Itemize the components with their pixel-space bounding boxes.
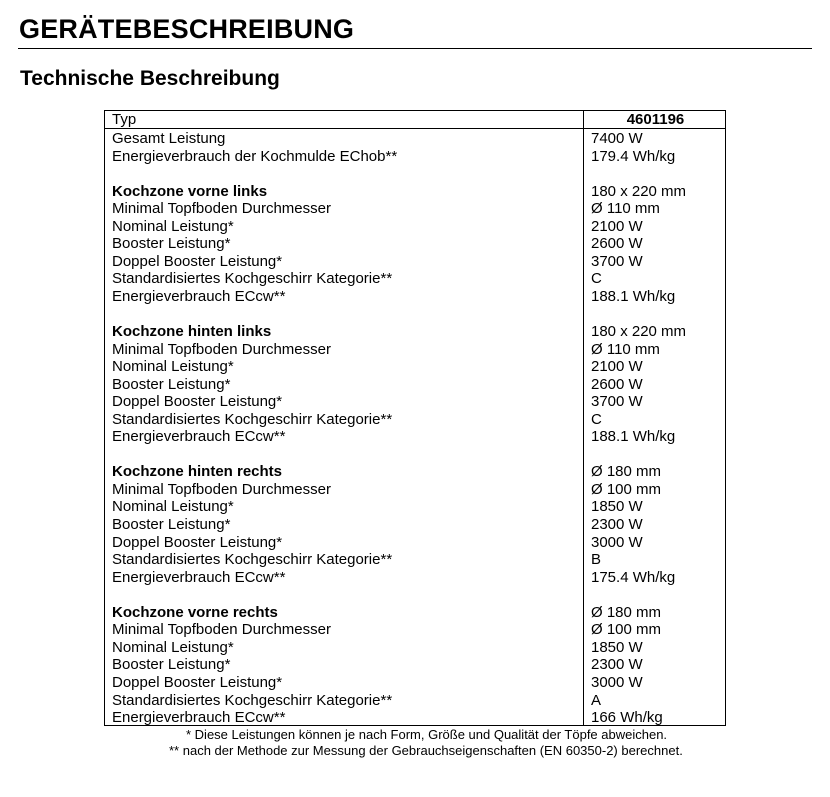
zone-row-label: Energieverbrauch ECcw** — [112, 287, 286, 305]
section-heading: Technische Beschreibung — [20, 67, 280, 90]
header-divider — [105, 128, 725, 129]
zone-row-label: Standardisiertes Kochgeschirr Kategorie** — [112, 270, 393, 288]
zone-size-value: Ø 180 mm — [591, 463, 662, 481]
general-row-label: Gesamt Leistung — [112, 130, 226, 147]
zone-heading: Kochzone hinten links — [112, 323, 272, 341]
zone-row-value: B — [591, 551, 602, 569]
zone-row-value: C — [591, 270, 602, 288]
zone-row-value: 3700 W — [591, 393, 643, 411]
zone-row-value: 2600 W — [591, 375, 643, 393]
zone-row-label: Minimal Topfboden Durchmesser — [112, 621, 331, 639]
zone-row-value: 1850 W — [591, 498, 643, 516]
zone-row-value: 2600 W — [591, 235, 643, 253]
zone-row-label: Doppel Booster Leistung* — [112, 533, 283, 551]
zone-row-value: 1850 W — [591, 638, 643, 656]
zone-row-value: Ø 100 mm — [591, 480, 662, 498]
zone-row-value: 3000 W — [591, 533, 643, 551]
zone-row-label: Booster Leistung* — [112, 656, 231, 674]
zone-row-label: Energieverbrauch ECcw** — [112, 428, 286, 446]
zone-row-value: C — [591, 410, 602, 428]
zone-row-label: Minimal Topfboden Durchmesser — [112, 200, 331, 218]
zone-row-label: Energieverbrauch ECcw** — [112, 709, 286, 727]
zone-row-label: Nominal Leistung* — [112, 358, 234, 376]
zone-row-value: 2100 W — [591, 358, 643, 376]
zone-row-value: A — [591, 691, 602, 709]
zone-row-label: Doppel Booster Leistung* — [112, 393, 283, 411]
footnote-double-star: ** nach der Methode zur Messung der Gebrauchseigenschaften (EN 60350-2) berechnet. — [169, 743, 683, 758]
zone-heading: Kochzone vorne links — [112, 182, 268, 200]
zone-row-label: Booster Leistung* — [112, 235, 231, 253]
label-column — [112, 130, 580, 727]
zone-row-value: 188.1 Wh/kg — [591, 428, 676, 446]
zone-size-value: 180 x 220 mm — [591, 182, 687, 200]
column-divider — [583, 111, 584, 725]
title-underline — [18, 48, 812, 49]
zone-row-value: 166 Wh/kg — [591, 709, 663, 727]
value-column — [591, 130, 721, 727]
zone-row-value: 188.1 Wh/kg — [591, 287, 676, 305]
general-row-value: 7400 W — [591, 130, 643, 147]
footnote-single-star: * Diese Leistungen können je nach Form, Größe und Qualität der Töpfe abweichen. — [186, 727, 668, 742]
spec-table — [104, 110, 726, 726]
general-row-label: Energieverbrauch der Kochmulde EChob** — [112, 147, 398, 165]
zone-row-label: Nominal Leistung* — [112, 638, 234, 656]
zone-row-label: Minimal Topfboden Durchmesser — [112, 480, 331, 498]
zone-row-value: 2300 W — [591, 516, 643, 534]
zone-row-value: Ø 110 mm — [591, 340, 660, 358]
zone-size-value: Ø 180 mm — [591, 603, 662, 621]
zone-heading: Kochzone vorne rechts — [112, 603, 278, 621]
zone-row-value: 175.4 Wh/kg — [591, 568, 676, 586]
zone-row-label: Doppel Booster Leistung* — [112, 252, 283, 270]
zone-size-value: 180 x 220 mm — [591, 323, 687, 341]
zone-row-value: Ø 100 mm — [591, 621, 662, 639]
zone-row-label: Booster Leistung* — [112, 516, 231, 534]
zone-row-label: Standardisiertes Kochgeschirr Kategorie** — [112, 691, 393, 709]
header-type-value: 4601196 — [626, 111, 685, 128]
header-type-label: Typ — [112, 111, 137, 128]
zone-row-label: Energieverbrauch ECcw** — [112, 568, 286, 586]
zone-row-value: Ø 110 mm — [591, 200, 660, 218]
zone-row-value: 3700 W — [591, 252, 643, 270]
zone-row-label: Booster Leistung* — [112, 375, 231, 393]
zone-row-value: 2100 W — [591, 217, 643, 235]
page-title: GERÄTEBESCHREIBUNG — [19, 14, 355, 44]
zone-row-value: 2300 W — [591, 656, 643, 674]
zone-row-label: Standardisiertes Kochgeschirr Kategorie** — [112, 551, 393, 569]
zone-row-label: Nominal Leistung* — [112, 217, 234, 235]
zone-row-value: 3000 W — [591, 673, 643, 691]
zone-row-label: Doppel Booster Leistung* — [112, 673, 283, 691]
zone-row-label: Standardisiertes Kochgeschirr Kategorie** — [112, 410, 393, 428]
zone-heading: Kochzone hinten rechts — [112, 463, 283, 481]
zone-row-label: Nominal Leistung* — [112, 498, 234, 516]
zone-row-label: Minimal Topfboden Durchmesser — [112, 340, 331, 358]
general-row-value: 179.4 Wh/kg — [591, 147, 676, 165]
